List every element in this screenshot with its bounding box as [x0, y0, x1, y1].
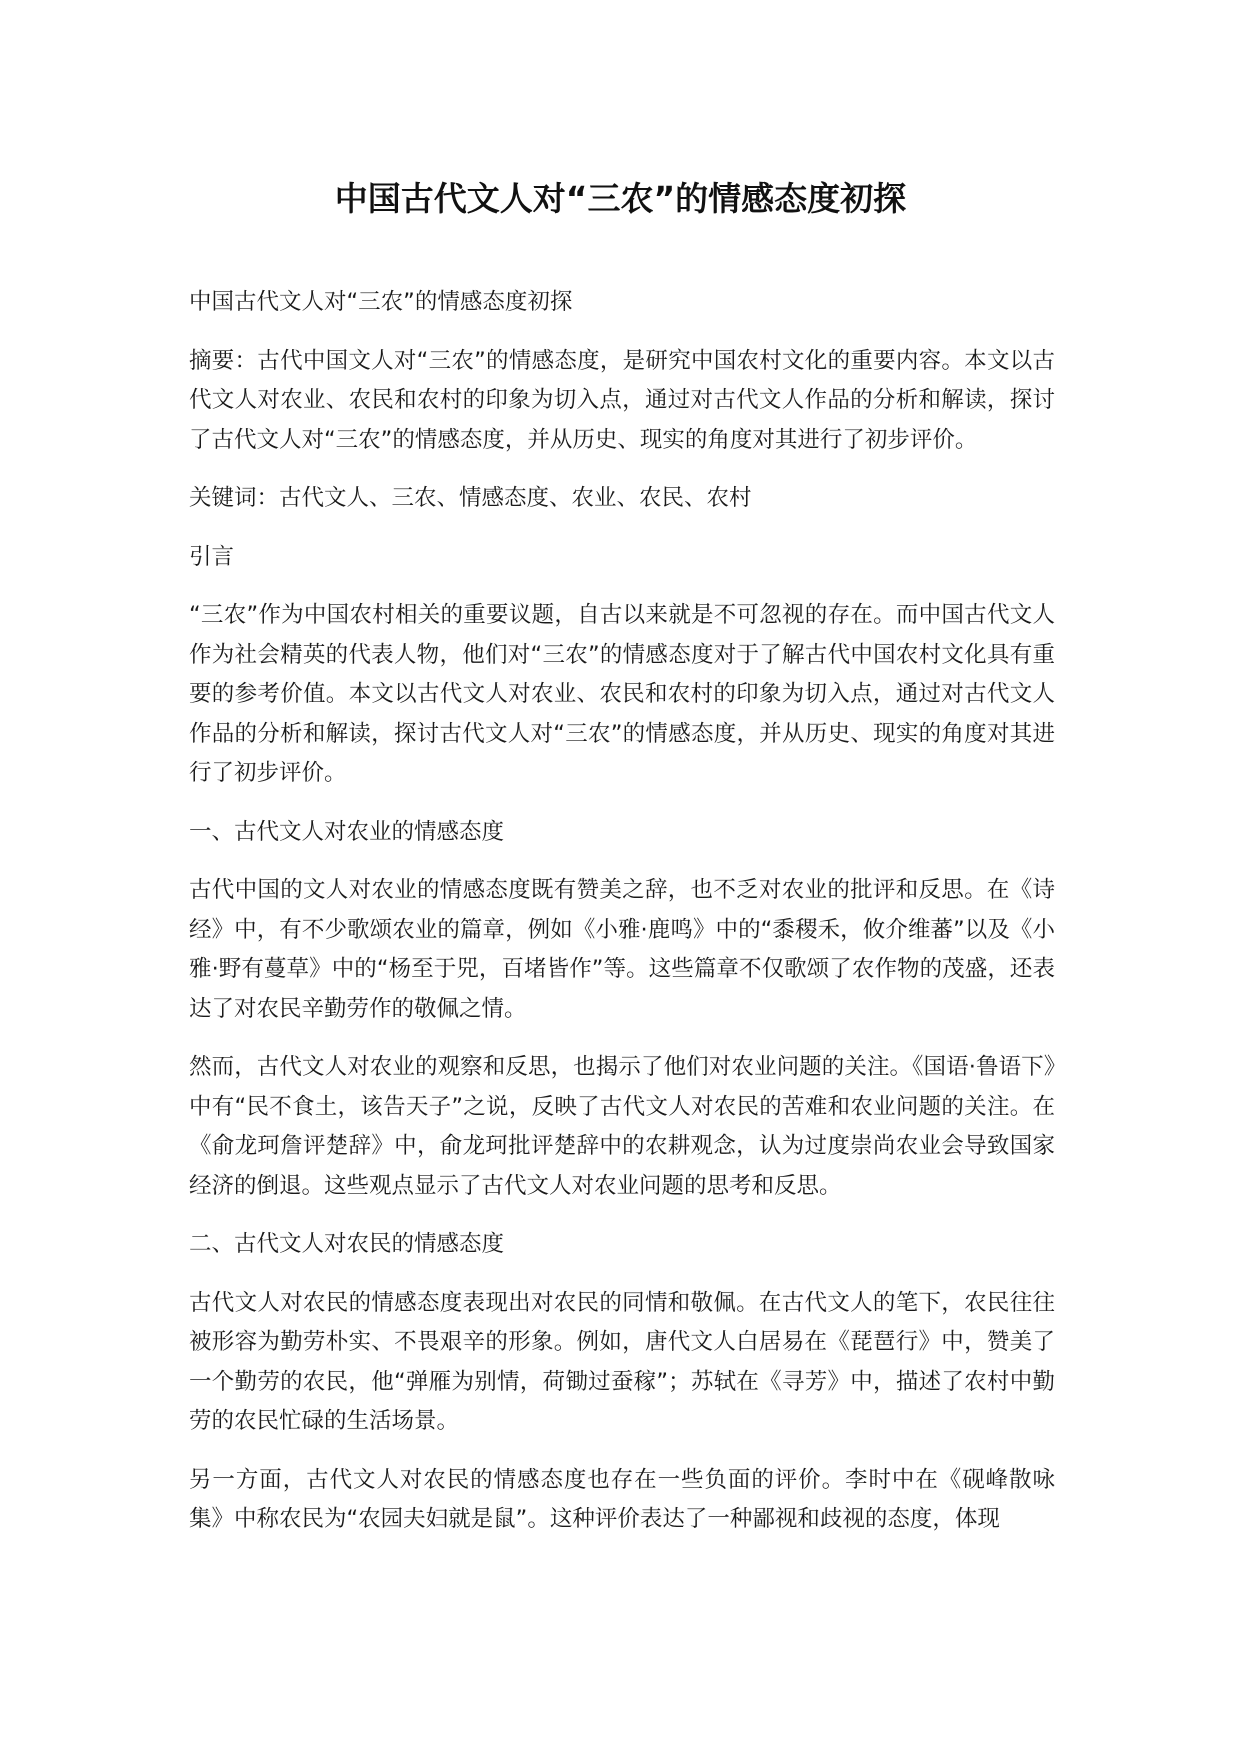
section-1-paragraph-1: 古代中国的文人对农业的情感态度既有赞美之辞，也不乏对农业的批评和反思。在《诗经》中，有不少歌颂农业的篇章，例如《小雅·鹿鸣》中的“黍稷禾，攸介维蕃”以及《小雅·野有蔓草》中的“杨至于兕，百堵皆作”等。这些篇章不仅歌颂了农作物的茂盛，还表达了对农民辛勤劳作的敬佩之情。 — [189, 877, 1055, 1022]
intro-heading: 引言 — [189, 543, 235, 570]
document-body — [189, 283, 1055, 1559]
abstract-paragraph: 摘要：古代中国文人对“三农”的情感态度，是研究中国农村文化的重要内容。本文以古代文人对农业、农民和农村的印象为切入点，通过对古代文人作品的分析和解读，探讨了古代文人对“三农”的情感态度，并从历史、现实的角度对其进行了初步评价。 — [189, 347, 1055, 453]
keywords-paragraph: 关键词：古代文人、三农、情感态度、农业、农民、农村 — [189, 485, 752, 511]
document-title: 中国古代文人对“三农”的情感态度初探 — [334, 179, 907, 218]
document-subtitle: 中国古代文人对“三农”的情感态度初探 — [189, 289, 573, 315]
section-2-heading: 二、古代文人对农民的情感态度 — [189, 1231, 505, 1257]
section-1-paragraph-2: 然而，古代文人对农业的观察和反思，也揭示了他们对农业问题的关注。《国语·鲁语下》中有“民不食土，该告天子”之说，反映了古代文人对农民的苦难和农业问题的关注。在《俞龙珂詹评楚辞》中，俞龙珂批评楚辞中的农耕观念，认为过度崇尚农业会导致国家经济的倒退。这些观点显示了古代文人对农业问题的思考和反思。 — [189, 1054, 1055, 1199]
section-1-heading: 一、古代文人对农业的情感态度 — [189, 818, 505, 845]
section-2-paragraph-2: 另一方面，古代文人对农民的情感态度也存在一些负面的评价。李时中在《砚峰散咏集》中称农民为“农园夫妇就是鼠”。这种评价表达了一种鄙视和歧视的态度，体现 — [189, 1466, 1055, 1532]
intro-paragraph: “三农”作为中国农村相关的重要议题，自古以来就是不可忽视的存在。而中国古代文人作为社会精英的代表人物，他们对“三农”的情感态度对于了解古代中国农村文化具有重要的参考价值。本文以古代文人对农业、农民和农村的印象为切入点，通过对古代文人作品的分析和解读，探讨古代文人对“三农”的情感态度，并从历史、现实的角度对其进行了初步评价。 — [189, 602, 1055, 786]
section-2-paragraph-1: 古代文人对农民的情感态度表现出对农民的同情和敬佩。在古代文人的笔下，农民往往被形容为勤劳朴实、不畏艰辛的形象。例如，唐代文人白居易在《琵琶行》中，赞美了一个勤劳的农民，他“弹雁为别情，荷锄过蚕稼”；苏轼在《寻芳》中，描述了农村中勤劳的农民忙碌的生活场景。 — [189, 1289, 1055, 1434]
